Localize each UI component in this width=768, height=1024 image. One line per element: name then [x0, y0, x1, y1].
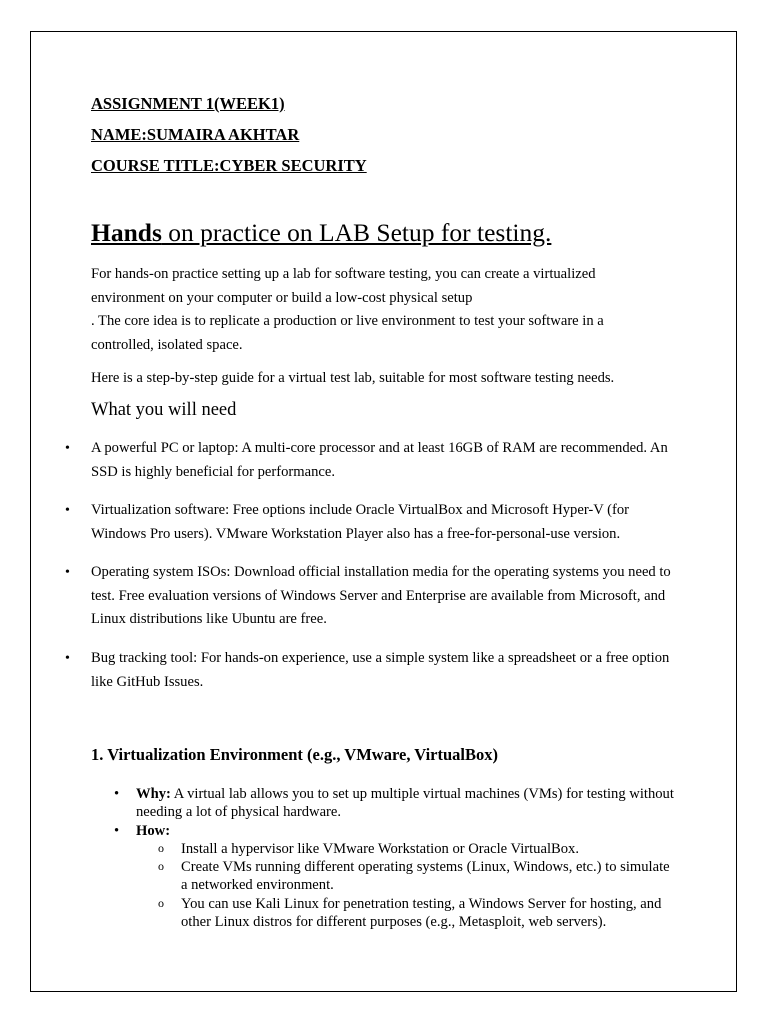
circle-bullet-icon: o — [158, 859, 164, 874]
section-1-list — [114, 785, 676, 931]
bullet-icon: • — [65, 503, 70, 518]
why-text: A virtual lab allows you to set up multiple virtual machines (VMs) for testing without needing a lot of physical hardware. — [136, 786, 674, 821]
how-item — [114, 822, 676, 932]
bullet-icon: • — [65, 651, 70, 666]
circle-bullet-icon: o — [158, 840, 164, 855]
document-title — [91, 218, 551, 248]
list-item: o Install a hypervisor like VMware Workstation or Oracle VirtualBox. — [158, 840, 579, 857]
how-label: How: — [136, 822, 171, 839]
title-rest: on practice on LAB Setup for testing. — [161, 218, 552, 247]
circle-bullet-icon: o — [158, 895, 164, 910]
bullet-icon: • — [65, 441, 70, 456]
intro-line-1: For hands-on practice setting up a lab for software testing, you can create a virtualized environment on your computer or build a low-cost physical setup — [91, 266, 596, 306]
bullet-icon: • — [114, 822, 120, 839]
why-item — [114, 785, 676, 822]
needs-heading: What you will need — [91, 400, 237, 420]
list-item: • A powerful PC or laptop: A multi-core processor and at least 16GB of RAM are recommended. An SSD is highly beneficial for performance. — [91, 437, 681, 484]
student-name: NAME:SUMAIRA AKHTAR — [91, 125, 300, 144]
bullet-icon: • — [114, 786, 120, 802]
intro-line-2: . The core idea is to replicate a production or live environment to test your software in a controlled, isolated space. — [91, 313, 604, 353]
course-title: COURSE TITLE:CYBER SECURITY — [91, 156, 367, 175]
list-item: o You can use Kali Linux for penetration testing, a Windows Server for hosting, and other Linux distros for different purposes (e.g., Metasploit, web servers). — [158, 895, 662, 931]
title-bold: Hands — [91, 218, 162, 247]
list-item: • Bug tracking tool: For hands-on experience, use a simple system like a spreadsheet or a free option like GitHub Issues. — [91, 647, 681, 694]
list-item: • Virtualization software: Free options include Oracle VirtualBox and Microsoft Hyper-V (for Windows Pro users). VMware Workstation Player also has a free-for-personal-use version. — [91, 499, 681, 546]
how-sublist — [136, 840, 676, 931]
assignment-header: ASSIGNMENT 1(WEEK1) — [91, 94, 285, 113]
list-item: • Operating system ISOs: Download official installation media for the operating systems you need to test. Free evaluation versions of Windows Server and Enterprise are available from Microsoft, and Linux distributions like Ubuntu are free. — [91, 561, 681, 632]
intro-paragraph-2: Here is a step-by-step guide for a virtual test lab, suitable for most software testing needs. — [91, 370, 615, 386]
section-1-heading: 1. Virtualization Environment (e.g., VMware, VirtualBox) — [91, 745, 498, 764]
why-label: Why: — [136, 786, 171, 802]
bullet-icon: • — [65, 565, 70, 580]
list-item: o Create VMs running different operating systems (Linux, Windows, etc.) to simulate a networked environment. — [158, 859, 670, 894]
intro-paragraph-1 — [91, 263, 651, 357]
